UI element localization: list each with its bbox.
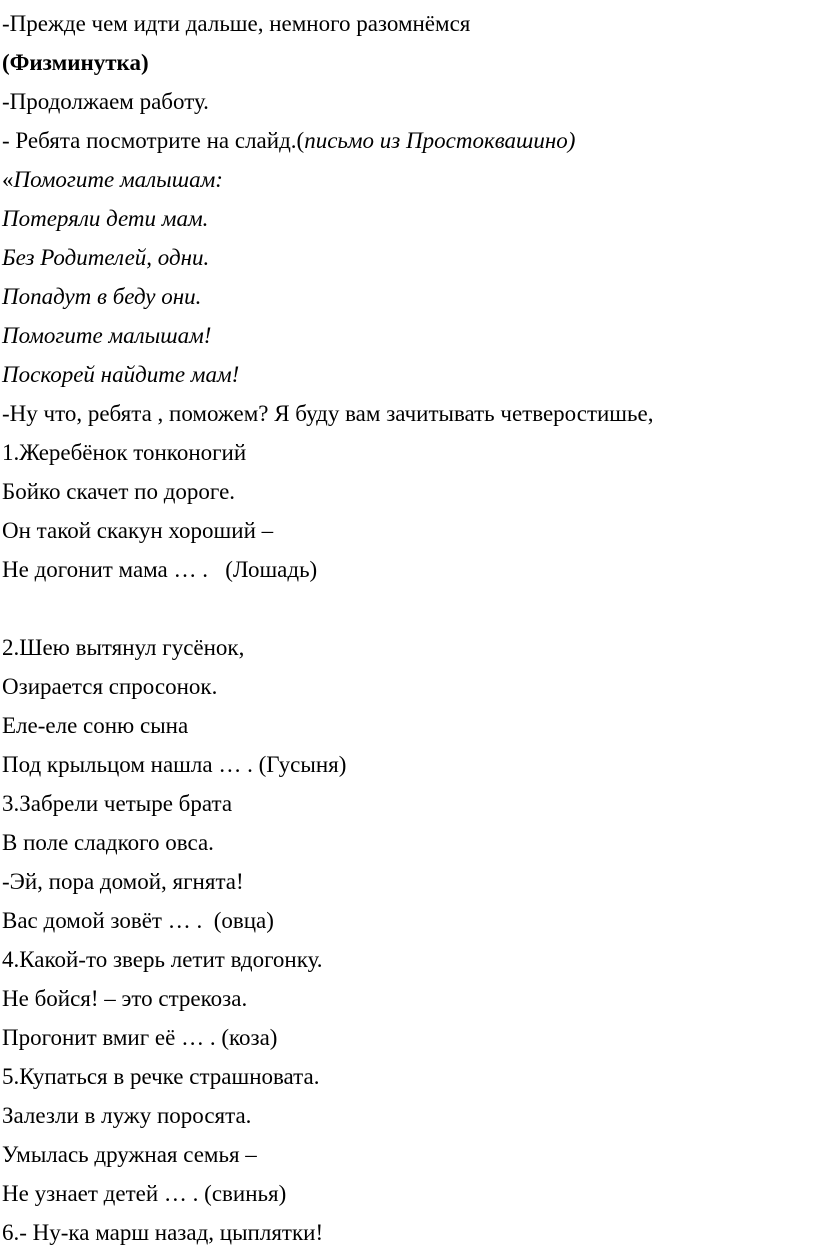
- riddle-2-line-4: Под крыльцом нашла … . (Гусыня): [2, 752, 347, 777]
- riddle-5-line-4: Не узнает детей … . (свинья): [2, 1181, 287, 1206]
- riddle-4-line-1: 4.Какой-то зверь летит вдогонку.: [2, 947, 323, 972]
- text-line-slide: [2, 126, 575, 156]
- riddle-2-line-1: 2.Шею вытянул гусёнок,: [2, 635, 245, 660]
- riddle-1-line-4: Не догонит мама … . (Лошадь): [2, 557, 318, 582]
- riddle-1-line-1: 1.Жеребёнок тонконогий: [2, 440, 247, 465]
- text-line-slide-italic: письмо из Простоквашино): [304, 128, 576, 153]
- riddle-1-line-2: Бойко скачет по дороге.: [2, 479, 236, 504]
- poem-line-6: Поскорей найдите мам!: [2, 362, 240, 387]
- riddle-4-line-2: Не бойся! – это стрекоза.: [2, 986, 248, 1011]
- riddle-4-line-3: Прогонит вмиг её … . (коза): [2, 1025, 278, 1050]
- poem-line-5: Помогите малышам!: [2, 323, 212, 348]
- poem-line-1-text: Помогите малышам:: [13, 167, 223, 192]
- riddle-1-line-3: Он такой скакун хороший –: [2, 518, 274, 543]
- poem-line-1: [2, 165, 223, 195]
- text-line-slide-plain: - Ребята посмотрите на слайд.(: [2, 128, 305, 153]
- opening-quote: «: [2, 167, 14, 192]
- riddle-2-line-2: Озирается спросонок.: [2, 674, 218, 699]
- riddle-2-line-3: Еле-еле соню сына: [2, 713, 189, 738]
- text-line-intro: -Прежде чем идти дальше, немного разомнёмся: [2, 11, 471, 36]
- poem-line-4: Попадут в беду они.: [2, 284, 202, 309]
- poem-line-2: Потеряли дети мам.: [2, 206, 209, 231]
- riddle-3-line-1: 3.Забрели четыре брата: [2, 791, 233, 816]
- riddle-3-line-4: Вас домой зовёт … . (овца): [2, 908, 274, 933]
- riddle-3-line-2: В поле сладкого овса.: [2, 830, 214, 855]
- riddle-5-line-1: 5.Купаться в речке страшновата.: [2, 1064, 320, 1089]
- text-line-continue: -Продолжаем работу.: [2, 89, 209, 114]
- riddle-5-line-2: Залезли в лужу поросята.: [2, 1103, 252, 1128]
- text-line-physical-break: (Физминутка): [2, 50, 149, 75]
- text-line-question: -Ну что, ребята , поможем? Я буду вам зачитывать четверостишье,: [2, 401, 654, 426]
- riddle-5-line-3: Умылась дружная семья –: [2, 1142, 257, 1167]
- riddle-6-line-1: 6.- Ну-ка марш назад, цыплятки!: [2, 1220, 324, 1245]
- riddle-3-line-3: -Эй, пора домой, ягнята!: [2, 869, 244, 894]
- poem-line-3: Без Родителей, одни.: [2, 245, 210, 270]
